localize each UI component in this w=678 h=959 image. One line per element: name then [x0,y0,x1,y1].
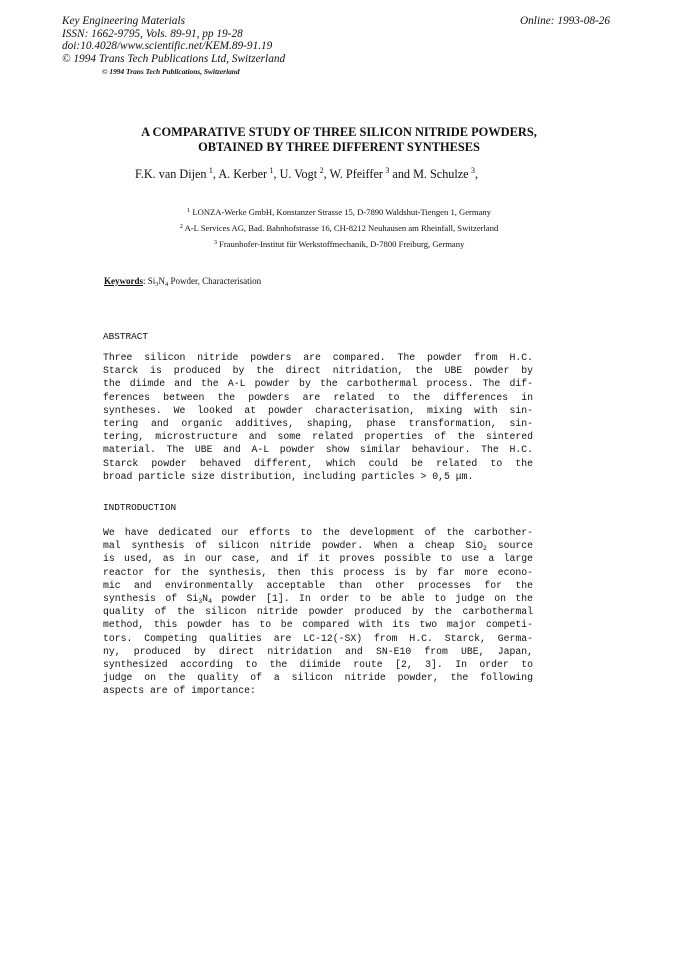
text-segment: mal synthesis of silicon nitride powder. When a cheap [103,540,466,552]
text-line: Starck is produced by the direct nitridation, the UBE powder by [103,365,533,377]
author-name: A. Kerber [218,167,268,181]
abstract-heading: ABSTRACT [103,331,149,342]
text-line: ny, produced by direct nitridation and SN-E10 from UBE, Japan, [103,645,533,657]
author-name: U. Vogt [279,167,318,181]
text-line: broad particle size distribution, including particles > 0,5 μm. [103,470,474,482]
doi-line: doi:10.4028/www.scientific.net/KEM.89-91.19 [62,40,273,53]
author-affiliation-mark: 1 [269,166,274,175]
text-line: tering and organic additives, shaping, phase transformation, sin- [103,417,533,429]
author-separator: , [475,167,479,181]
formula-subscript: 3 [155,281,159,288]
online-date: Online: 1993-08-26 [520,15,611,27]
formula-subscript: 3 [198,597,203,605]
author-affiliation-mark: 3 [385,166,390,175]
text-line: reactor for the synthesis, then this process is by far more econo- [103,566,533,578]
text-segment: synthesis of [103,592,187,604]
journal-metadata [62,15,285,65]
text-line [103,539,533,552]
paper-title [0,125,678,155]
author-separator: , [273,167,280,181]
title-line-1: A COMPARATIVE STUDY OF THREE SILICON NITRIDE POWDERS, [141,125,537,139]
affiliation-number: 2 [179,223,183,230]
formula-n: N [202,592,209,604]
formula-subscript: 2 [482,545,487,553]
keywords-line [104,276,261,286]
formula-si: Si [147,276,156,286]
copyright-line: © 1994 Trans Tech Publications Ltd, Switzerland [62,52,286,65]
author-name: F.K. van Dijen [135,167,207,181]
affiliation-item [0,220,678,236]
text-line: syntheses. We looked at powder characterisation, mixing with sin- [103,404,533,416]
introduction-body [103,526,533,697]
text-line: method, this powder has to be compared with its two major competi- [103,619,533,631]
author-separator: , [323,167,330,181]
issn-line: ISSN: 1662-9795, Vols. 89-91, pp 19-28 [62,27,243,40]
text-segment: powder [1]. In order to be able to judge on the [211,592,533,604]
affiliation-number: 1 [186,207,191,214]
text-line: the diimde and the A-L powder by the carbothermal process. The dif- [103,378,533,390]
formula-si: Si [186,592,199,604]
formula-base: SiO [465,540,483,552]
keywords-label: Keywords [104,276,143,286]
formula-subscript: 4 [165,281,169,288]
formula-subscript: 4 [208,597,212,605]
journal-name: Key Engineering Materials [62,15,185,27]
affiliation-item [0,236,678,252]
text-line: synthesized according to the diimide route [2, 3]. In order to [103,658,533,670]
author-separator: and [389,167,414,181]
author-name: W. Pfeiffer [329,167,383,181]
author-list [135,167,478,182]
affiliation-text: Fraunhofer-Institut für Werkstoffmechanik, D-7800 Freiburg, Germany [219,239,465,249]
author-separator: , [212,167,219,181]
abstract-body [103,351,533,483]
text-line: tering, microstructure and some related properties of the sintered [103,431,533,443]
keywords-text: Powder, Characterisation [168,276,262,286]
text-line: is used, as in our case, and if it proves possible to use a large [103,553,533,565]
text-line: aspects are of importance: [103,685,256,697]
text-line: mic and environmentally acceptable than other processes for the [103,579,533,591]
text-segment: source [486,540,533,552]
affiliation-list [0,204,678,252]
text-line: tors. Competing qualities are LC-12(-SX) from H.C. Starck, Germa- [103,632,533,644]
author-affiliation-mark: 2 [319,166,324,175]
text-line: material. The UBE and A-L powder show similar behaviour. The H.C. [103,444,533,456]
text-line: We have dedicated our efforts to the development of the carbother- [103,527,533,538]
author-name: M. Schulze [413,167,469,181]
author-affiliation-mark: 3 [471,166,476,175]
publisher-copyright: © 1994 Trans Tech Publications, Switzerland [102,67,240,76]
introduction-heading: INDTRODUCTION [103,502,177,513]
text-line: judge on the quality of a silicon nitride powder, the following [103,672,533,684]
title-line-2: OBTAINED BY THREE DIFFERENT SYNTHESES [198,140,480,154]
affiliation-item [0,204,678,220]
formula-n: N [158,276,166,286]
affiliation-text: A-L Services AG, Bad. Bahnhofstrasse 16, CH-8212 Neuhausen am Rheinfall, Switzerland [184,223,499,233]
text-line [103,592,533,605]
text-line: Starck powder behaved different, which could be related to the [103,457,533,469]
author-affiliation-mark: 1 [208,166,213,175]
affiliation-number: 3 [213,239,217,246]
text-line: Three silicon nitride powders are compared. The powder from H.C. [103,352,533,363]
text-line: quality of the silicon nitride powder produced by the carbothermal [103,606,533,618]
text-line: ferences between the powders are related to the differences in [103,391,533,403]
affiliation-text: LONZA-Werke GmbH, Konstanzer Strasse 15, D-7890 Waldshut-Tiengen 1, Germany [192,207,492,217]
keywords-colon: : [143,276,148,286]
